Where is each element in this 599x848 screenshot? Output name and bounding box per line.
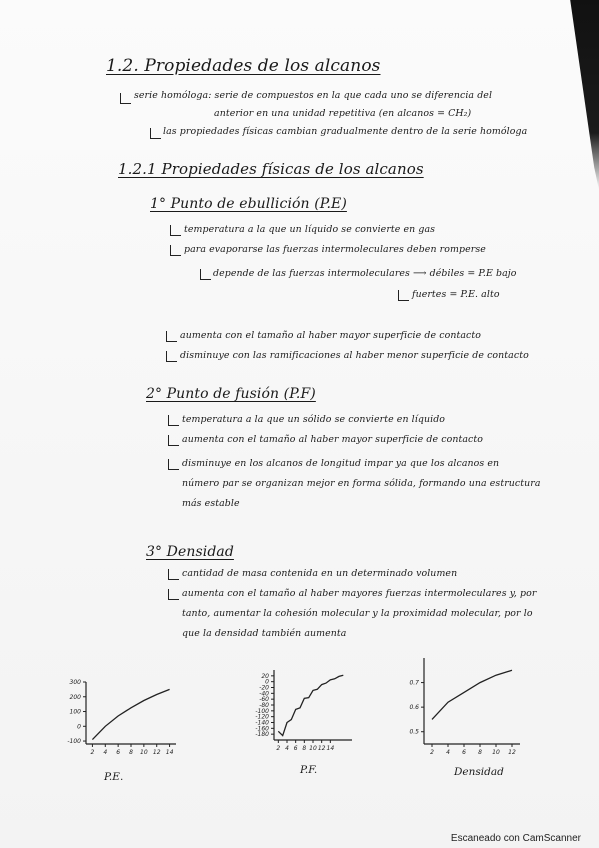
x-tick-label: 14 — [165, 749, 174, 756]
y-tick-label: 300 — [69, 679, 81, 686]
y-tick-label: 0.7 — [409, 679, 419, 687]
series-line — [432, 670, 512, 719]
y-tick-label: -180 — [255, 731, 269, 739]
x-tick-label: 12 — [508, 749, 516, 756]
y-tick-label: 20 — [261, 672, 269, 680]
y-tick-label: -120 — [255, 713, 269, 721]
property-title: 3° Densidad — [146, 544, 234, 560]
x-tick-label: 10 — [492, 749, 500, 756]
density-chart — [398, 652, 528, 758]
x-tick-label: 10 — [140, 749, 148, 756]
x-tick-label: 8 — [478, 749, 482, 756]
x-tick-label: 4 — [103, 749, 108, 756]
series-line — [92, 689, 169, 739]
x-tick-label: 2 — [276, 745, 281, 752]
series-line — [278, 675, 343, 735]
x-tick-label: 4 — [446, 749, 450, 756]
intro-line: anterior en una unidad repetitiva (en alcanos = CH₂) — [214, 108, 472, 119]
y-tick-label: -20 — [259, 684, 269, 692]
intro-line: serie homóloga: serie de compuestos en la que cada uno se diferencia del — [134, 90, 493, 101]
property-line: cantidad de masa contenida en un determinado volumen — [182, 568, 458, 579]
property-title: 1° Punto de ebullición (P.E) — [150, 196, 347, 212]
x-tick-label: 2 — [90, 749, 95, 756]
arrow-icon — [150, 128, 161, 139]
y-tick-label: 0 — [77, 723, 81, 731]
property-line: temperatura a la que un líquido se convierte en gas — [184, 224, 436, 235]
x-tick-label: 6 — [116, 749, 121, 756]
y-tick-label: -40 — [259, 690, 269, 698]
x-tick-label: 6 — [462, 749, 466, 756]
property-line: fuertes = P.E. alto — [412, 289, 500, 300]
arrow-icon — [200, 269, 211, 280]
arrow-icon — [168, 569, 179, 580]
y-tick-label: -100 — [67, 738, 81, 746]
arrow-icon — [398, 290, 409, 301]
scanner-watermark: Escaneado con CamScanner — [450, 833, 581, 844]
x-tick-label: 8 — [302, 745, 307, 752]
x-tick-label: 14 — [326, 745, 335, 752]
arrow-icon — [168, 459, 179, 470]
arrow-icon — [166, 351, 177, 362]
y-tick-label: 0.6 — [409, 704, 419, 712]
chart-title: Densidad — [454, 766, 504, 778]
y-tick-label: -100 — [255, 707, 269, 715]
y-tick-label: 200 — [69, 693, 81, 701]
subsection-title: 1.2.1 Propiedades físicas de los alcanos — [118, 160, 424, 178]
property-line: más estable — [182, 498, 240, 509]
y-tick-label: 0 — [265, 678, 269, 686]
melting-point-chart — [248, 664, 360, 756]
property-line: número par se organizan mejor en forma sólida, formando una estructura — [182, 478, 541, 489]
arrow-icon — [120, 93, 131, 104]
property-line: depende de las fuerzas intermoleculares ⟶ débiles = P.E bajo — [213, 268, 517, 279]
arrow-icon — [166, 331, 177, 342]
y-tick-label: -80 — [259, 702, 269, 709]
property-line: disminuye en los alcanos de longitud impar ya que los alcanos en — [182, 458, 500, 469]
property-line: tanto, aumentar la cohesión molecular y la proximidad molecular, por lo — [182, 608, 533, 619]
y-tick-label: 100 — [69, 708, 81, 716]
property-line: aumenta con el tamaño al haber mayores fuerzas intermoleculares y, por — [182, 588, 537, 599]
arrow-icon — [168, 435, 179, 446]
property-line: que la densidad también aumenta — [182, 628, 347, 639]
y-tick-label: -60 — [259, 696, 269, 704]
y-tick-label: -140 — [255, 719, 269, 727]
chart-title: P.E. — [104, 771, 124, 783]
y-tick-label: 0.5 — [409, 728, 419, 736]
x-tick-label: 8 — [129, 749, 133, 756]
section-title: 1.2. Propiedades de los alcanos — [106, 56, 381, 76]
x-tick-label: 10 — [309, 745, 317, 752]
x-tick-label: 12 — [152, 749, 161, 756]
x-tick-label: 6 — [293, 745, 298, 752]
property-line: temperatura a la que un sólido se convierte en líquido — [182, 414, 446, 425]
chart-title: P.F. — [300, 764, 318, 776]
intro-line: las propiedades físicas cambian gradualmente dentro de la serie homóloga — [163, 126, 528, 137]
property-line: aumenta con el tamaño al haber mayor superficie de contacto — [180, 330, 481, 341]
boiling-point-chart — [64, 676, 184, 758]
arrow-icon — [170, 225, 181, 236]
property-title: 2° Punto de fusión (P.F) — [146, 386, 316, 402]
arrow-icon — [170, 245, 181, 256]
property-line: para evaporarse las fuerzas intermoleculares deben romperse — [184, 244, 486, 255]
x-tick-label: 2 — [430, 749, 434, 756]
x-tick-label: 4 — [285, 745, 289, 752]
arrow-icon — [168, 415, 179, 426]
arrow-icon — [168, 589, 179, 600]
property-line: disminuye con las ramificaciones al haber menor superficie de contacto — [180, 350, 529, 361]
property-line: aumenta con el tamaño al haber mayor superficie de contacto — [182, 434, 483, 445]
y-tick-label: -160 — [255, 725, 269, 733]
x-tick-label: 12 — [317, 745, 326, 752]
